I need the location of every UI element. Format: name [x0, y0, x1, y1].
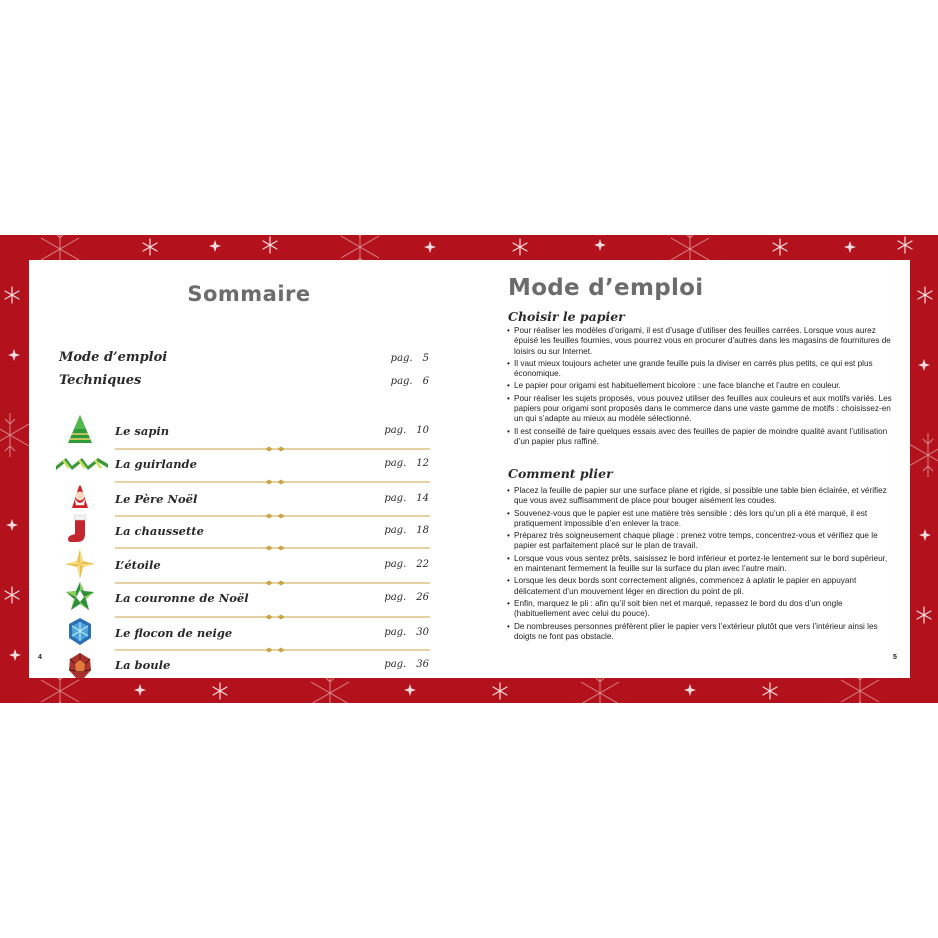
gold-divider — [115, 647, 430, 653]
toc-entry-page: pag. 10 — [384, 425, 429, 436]
page-title: Mode d’emploi — [508, 275, 704, 301]
page-title: Sommaire — [187, 282, 311, 306]
gold-divider — [115, 545, 430, 551]
list-item: • Lorsque vous vous sentez prêts, saisissez le bord inférieur et portez-le lentement sur le bord supérieur, en maintenant fermement la feuille sur la surface du plan avec l’autre main. — [507, 554, 895, 575]
toc-entry-page: pag. 5 — [390, 353, 429, 364]
toc-entry-sapin[interactable] — [29, 422, 469, 442]
section-heading-choisir-papier: Choisir le papier — [508, 309, 625, 324]
toc-entry-page: pag. 12 — [384, 458, 429, 469]
list-item: • Pour réaliser les sujets proposés, vous pouvez utiliser des feuilles aux couleurs et aux motifs variés. Les papiers pour origami sont proposés dans le commerce dans une vaste gamme de motifs : choisissez-en un qui s’adapte au mieux au modèle sélectionné. — [507, 394, 895, 425]
bullet-list-comment-plier — [507, 486, 895, 644]
toc-entry-label: La guirlande — [115, 457, 197, 471]
toc-entry-label: Le sapin — [115, 424, 170, 438]
list-item: • Il vaut mieux toujours acheter une grande feuille puis la diviser en carrés plus petits, ce qui est plus économique. — [507, 359, 895, 380]
toc-entry-flocon[interactable] — [29, 624, 469, 644]
star-icon — [63, 548, 97, 580]
section-heading-comment-plier: Comment plier — [508, 466, 613, 481]
list-item: • Préparez très soigneusement chaque pliage : prenez votre temps, concentrez-vous et vérifiez que le papier est parfaitement placé sur le plan de travail. — [507, 531, 895, 552]
toc-entry-page: pag. 6 — [390, 376, 429, 387]
page-number: 5 — [893, 654, 897, 661]
book-spread — [0, 235, 938, 703]
toc-entry-etoile[interactable] — [29, 556, 469, 576]
list-item: • De nombreuses personnes préfèrent plier le papier vers l’extérieur plutôt que vers l’intérieur ainsi les doigts ne font pas obstacle. — [507, 622, 895, 643]
toc-entry-page: pag. 26 — [384, 592, 429, 603]
toc-entry-label: Mode d’emploi — [59, 350, 168, 365]
toc-entry-page: pag. 18 — [384, 525, 429, 536]
toc-entry-label: L’étoile — [115, 558, 161, 572]
garland-icon — [55, 447, 109, 479]
toc-entry-label: La couronne de Noël — [115, 591, 249, 605]
toc-entry-techniques[interactable] — [29, 373, 469, 393]
right-page — [469, 260, 910, 678]
bauble-icon — [63, 650, 97, 682]
toc-entry-label: Le Père Noël — [115, 492, 198, 506]
toc-entry-label: La chaussette — [115, 524, 204, 538]
gold-divider — [115, 446, 430, 452]
list-item: • Il est conseillé de faire quelques essais avec des feuilles de papier de moindre qualité avant l’utilisation d’un papier plus raffiné. — [507, 427, 895, 448]
toc-entry-page: pag. 14 — [384, 493, 429, 504]
toc-entry-label: La boule — [115, 658, 171, 672]
toc-entry-boule[interactable] — [29, 656, 469, 676]
toc-entry-guirlande[interactable] — [29, 455, 469, 475]
list-item: • Pour réaliser les modèles d’origami, il est d’usage d’utiliser des feuilles carrées. Lorsque vous aurez épuisé les feuilles fournies, vous pourrez vous en procurer d’autres dans les magasins de fournitures de loisirs ou sur Internet. — [507, 326, 895, 357]
fir-tree-icon — [63, 414, 97, 446]
gold-divider — [115, 513, 430, 519]
toc-entry-couronne[interactable] — [29, 589, 469, 609]
list-item: • Placez la feuille de papier sur une surface plane et rigide, si possible une table bien éclairée, et vérifiez que vous avez suffisamment de place pour bouger aisément les coudes. — [507, 486, 895, 507]
gold-divider — [115, 580, 430, 586]
santa-claus-icon — [63, 482, 97, 514]
left-page — [29, 260, 469, 678]
page-number: 4 — [38, 654, 42, 661]
toc-entry-label: Le flocon de neige — [115, 626, 233, 640]
wreath-icon — [63, 581, 97, 613]
snowflake-icon — [63, 616, 97, 648]
toc-entry-mode-emploi[interactable] — [29, 350, 469, 370]
gold-divider — [115, 614, 430, 620]
toc-entry-chaussette[interactable] — [29, 522, 469, 542]
stocking-icon — [63, 514, 97, 546]
toc-entry-pere-noel[interactable] — [29, 490, 469, 510]
bullet-list-choisir-papier — [507, 326, 895, 449]
toc-entry-page: pag. 22 — [384, 559, 429, 570]
list-item: • Lorsque les deux bords sont correctement alignés, commencez à aplatir le papier en appuyant délicatement d’un mouvement léger en direction du point de pli. — [507, 576, 895, 597]
toc-entry-page: pag. 36 — [384, 659, 429, 670]
toc-entry-page: pag. 30 — [384, 627, 429, 638]
toc-entry-label: Techniques — [59, 373, 142, 388]
list-item: • Enfin, marquez le pli : afin qu’il soit bien net et marqué, repassez le bord du dos d’un ongle (habituellement avec celui du pouce). — [507, 599, 895, 620]
list-item: • Souvenez-vous que le papier est une matière très sensible : dès lors qu’un pli a été marqué, il est pratiquement impossible d’en enlever la trace. — [507, 509, 895, 530]
list-item: • Le papier pour origami est habituellement bicolore : une face blanche et l’autre en couleur. — [507, 381, 895, 391]
gold-divider — [115, 479, 430, 485]
